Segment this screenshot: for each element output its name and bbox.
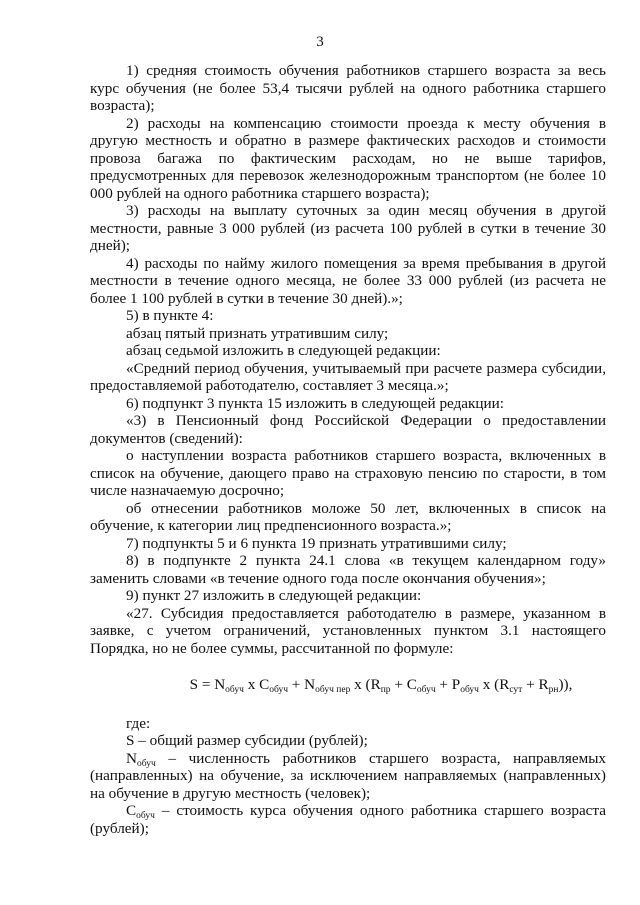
paragraph: «Средний период обучения, учитываемый при расчете размера субсидии, предоставляемой работодателю, составляет 3 месяца.»; <box>90 359 606 394</box>
formula-part: + C <box>390 676 417 693</box>
formula-subscript: обуч пер <box>315 685 351 695</box>
definition-symbol: С <box>126 802 137 819</box>
definition-text: – общий размер субсидии (рублей); <box>134 732 368 749</box>
paragraph: 1) средняя стоимость обучения работников старшего возраста за весь курс обучения (не более 53,4 тысячи рублей на одного работника старшего возраста); <box>90 62 606 114</box>
formula-subscript: обуч <box>225 685 244 695</box>
formula-subscript: обуч <box>460 685 479 695</box>
paragraph: 3) расходы на выплату суточных за один месяц обучения в другой местности, равные 3 000 рублей (из расчета 100 рублей в сутки в течение 30 дней); <box>90 202 606 254</box>
paragraph: об отнесении работников моложе 50 лет, включенных в список на обучение, к категории лиц предпенсионного возраста.»; <box>90 499 606 534</box>
paragraph: 6) подпункт 3 пункта 15 изложить в следующей редакции: <box>126 394 505 412</box>
definition-item <box>90 750 606 803</box>
where-label: где: <box>126 714 151 732</box>
paragraph: 4) расходы по найму жилого помещения за время пребывания в другой местности в течение одного месяца, не более 33 000 рублей (из расчета не более 1 100 рублей в сутки в течение 30 дней).»; <box>90 254 606 307</box>
document-body <box>90 62 606 837</box>
definition-text: – стоимость курса обучения одного работника старшего возраста (рублей); <box>90 802 606 837</box>
definition-text: – численность работников старшего возраста, направляемых (направленных) на обучение, за исключением направляемых (направленных) на обучение в другую местность (человек); <box>90 749 606 802</box>
definition-subscript: обуч <box>136 811 155 821</box>
formula-part: S = N <box>189 676 226 693</box>
definition-symbol: N <box>126 749 137 767</box>
paragraph: 5) в пункте 4: <box>126 307 214 324</box>
paragraph: «3) в Пенсионный фонд Российской Федерации о предоставлении документов (сведений): <box>90 412 606 447</box>
formula-part: + P <box>435 676 461 693</box>
formula-subscript: обуч <box>269 685 288 695</box>
paragraph: «27. Субсидия предоставляется работодателю в размере, указанном в заявке, с учетом ограничений, установленных пунктом 3.1 настоящего Порядка, но не более суммы, рассчитанной по формуле: <box>90 604 606 657</box>
formula-subscript: обуч <box>416 685 436 695</box>
formula-part: x C <box>243 676 270 693</box>
formula-subscript: пр <box>380 685 391 695</box>
formula-part: + R <box>522 676 549 693</box>
paragraph: 2) расходы на компенсацию стоимости проезда к месту обучения в другую местность и обратно в размере фактических расходов и стоимости провоза багажа по фактическим расходам, но не выше тарифов, предусмотренных для перевозок железнодорожным транспортом (не более 10 000 рублей на одного работника старшего возраста); <box>90 114 606 202</box>
subsidy-formula <box>90 676 606 694</box>
paragraph: 9) пункт 27 изложить в следующей редакции: <box>126 587 422 604</box>
formula-part: x (R <box>478 676 510 693</box>
formula-part: )), <box>558 676 573 693</box>
paragraph: 8) в подпункте 2 пункта 24.1 слова «в текущем календарном году» заменить словами «в течение одного года после окончания обучения»; <box>90 552 606 587</box>
paragraph: абзац пятый признать утратившим силу; <box>126 324 389 342</box>
definition-symbol: S <box>126 732 135 749</box>
definition-subscript: обуч <box>136 758 156 769</box>
formula-subscript: рн <box>548 685 559 695</box>
formula-part: + N <box>288 676 316 693</box>
formula-subscript: сут <box>509 685 523 695</box>
paragraph: о наступлении возраста работников старшего возраста, включенных в список на обучение, дающего право на страховую пенсию по старости, в том числе назначаемую досрочно; <box>90 447 606 499</box>
paragraph: абзац седьмой изложить в следующей редакции: <box>126 342 441 359</box>
definition-item <box>90 802 606 837</box>
paragraph: 7) подпункты 5 и 6 пункта 19 признать утратившими силу; <box>126 534 507 552</box>
formula-part: x (R <box>350 676 381 693</box>
page-number: 3 <box>316 34 324 50</box>
definition-item <box>90 732 606 750</box>
